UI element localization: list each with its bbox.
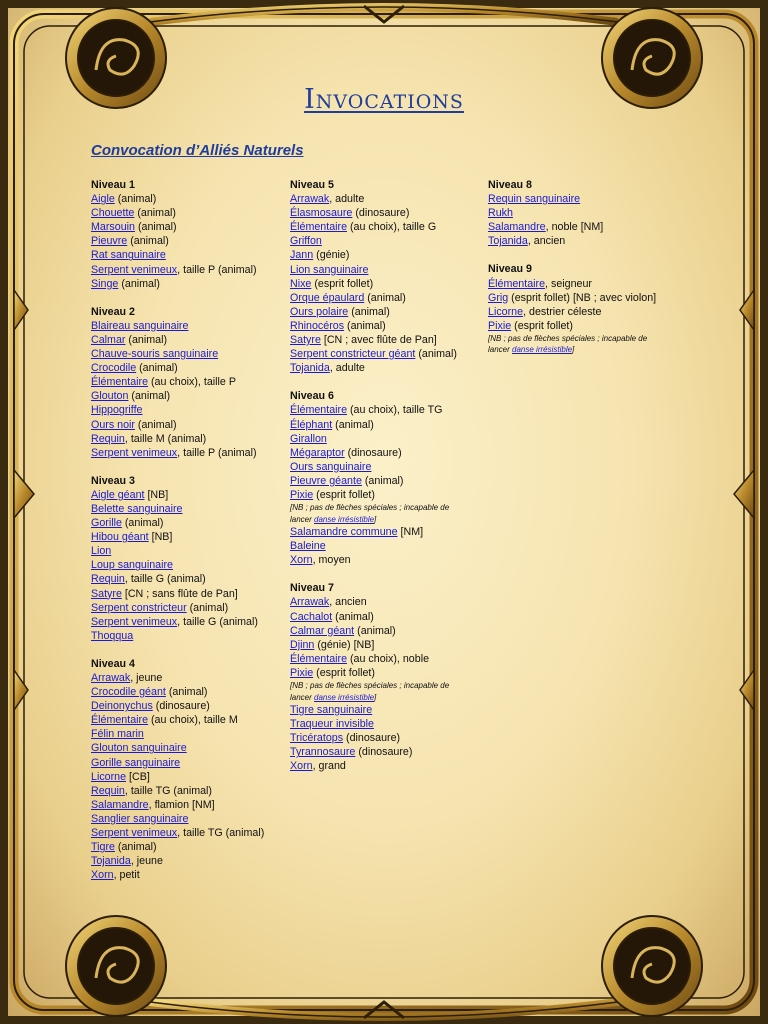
creature-entry — [290, 403, 457, 417]
note-prefix: lancer — [290, 692, 315, 702]
creature-link[interactable]: Blaireau sanguinaire — [91, 319, 189, 332]
creature-entry — [91, 741, 264, 755]
creature-entry — [290, 361, 457, 375]
creature-entry — [488, 319, 656, 333]
creature-entry — [91, 347, 264, 361]
creature-entry — [91, 502, 264, 516]
creature-entry — [91, 220, 264, 234]
creature-entry — [91, 671, 264, 685]
creature-entry — [290, 595, 457, 609]
creature-link[interactable]: Pieuvre — [91, 235, 128, 248]
creature-link[interactable]: Licorne — [488, 305, 524, 318]
column-1 — [91, 178, 264, 896]
creature-details: (animal) — [354, 624, 396, 637]
creature-entry — [290, 703, 457, 717]
creature-link[interactable]: Satyre — [91, 587, 122, 600]
creature-link[interactable]: Élémentaire — [91, 376, 149, 389]
creature-link[interactable]: Marsouin — [91, 221, 135, 234]
creature-link[interactable]: Pixie — [290, 666, 314, 679]
creature-details: (au choix), taille G — [347, 221, 437, 234]
creature-link[interactable]: Ours polaire — [290, 305, 349, 318]
note-prefix: lancer — [488, 345, 513, 355]
creature-details: (animal) — [165, 686, 208, 699]
level-block — [290, 581, 457, 773]
creature-entry — [91, 770, 264, 784]
level-block — [91, 474, 264, 643]
creature-link[interactable]: Licorne — [91, 770, 127, 783]
creature-details: (génie) [NB] — [314, 638, 375, 651]
creature-link[interactable]: Calmar géant — [290, 624, 355, 637]
creature-link[interactable]: Arrawak — [91, 672, 131, 684]
creature-details: (animal) — [134, 418, 177, 431]
creature-link[interactable]: Requin — [91, 784, 125, 797]
creature-entry — [488, 192, 656, 206]
creature-details: (animal) — [364, 291, 406, 304]
creature-link[interactable]: Grig — [488, 291, 509, 304]
creature-link[interactable]: Lion — [91, 545, 112, 558]
creature-entry — [290, 553, 457, 567]
creature-link[interactable]: Belette sanguinaire — [91, 502, 183, 515]
creature-details: , jeune — [130, 855, 163, 868]
creature-details: , petit — [113, 869, 140, 882]
creature-link[interactable]: Pixie — [488, 319, 512, 332]
creature-entry — [91, 840, 264, 854]
creature-link[interactable]: Baleine — [290, 540, 326, 553]
creature-entry — [488, 305, 656, 319]
creature-entry — [488, 291, 656, 305]
creature-entry — [91, 615, 264, 629]
creature-entry — [290, 525, 457, 539]
note-line: [NB ; pas de flèches spéciales ; incapable de — [488, 333, 648, 343]
creature-link[interactable]: Salamandre commune — [290, 526, 398, 539]
creature-details: (animal) — [114, 841, 157, 854]
creature-details: (esprit follet) — [311, 277, 374, 290]
note-line: [NB ; pas de flèches spéciales ; incapable de — [290, 681, 450, 690]
creature-entry — [91, 601, 264, 615]
creature-entry — [290, 248, 457, 262]
creature-link[interactable]: Jann — [290, 249, 314, 262]
creature-link[interactable]: Chauve-souris sanguinaire — [91, 348, 219, 361]
creature-entry — [91, 784, 264, 798]
creature-link[interactable]: Djinn — [290, 638, 315, 651]
level-title: Niveau 2 — [91, 305, 135, 318]
creature-details: (au choix), taille P — [148, 376, 236, 389]
creature-link[interactable]: Glouton sanguinaire — [91, 742, 187, 755]
creature-link[interactable]: Tyrannosaure — [290, 746, 356, 759]
creature-details: (dinosaure) — [352, 207, 410, 220]
level-title: Niveau 9 — [488, 263, 532, 276]
creature-link[interactable]: Pieuvre géante — [290, 474, 362, 487]
creature-details: , adulte — [329, 362, 365, 375]
creature-details: (esprit follet) — [511, 319, 573, 332]
creature-entry — [91, 389, 264, 403]
creature-entry — [91, 812, 264, 826]
creature-details: (animal) — [344, 319, 386, 332]
creature-link[interactable]: Arrawak — [290, 193, 330, 206]
level-title: Niveau 1 — [91, 179, 135, 191]
creature-entry — [91, 868, 264, 882]
creature-entry — [91, 234, 264, 248]
creature-entry — [290, 446, 457, 460]
creature-link[interactable]: Serpent constricteur — [91, 601, 187, 614]
creature-entry — [290, 333, 457, 347]
creature-details: (génie) — [313, 249, 350, 262]
creature-entry — [290, 488, 457, 502]
creature-details: (dinosaure) — [343, 732, 401, 745]
creature-entry — [91, 685, 264, 699]
creature-link[interactable]: Serpent venimeux — [91, 615, 178, 628]
creature-entry — [91, 544, 264, 558]
spell-link[interactable]: danse irrésistible — [314, 692, 375, 702]
creature-details: [NB] — [148, 531, 173, 544]
creature-entry — [290, 717, 457, 731]
level-title: Niveau 8 — [488, 179, 532, 191]
creature-link[interactable]: Tricératops — [290, 732, 344, 745]
creature-link[interactable]: Élémentaire — [91, 714, 149, 727]
level-title: Niveau 6 — [290, 390, 334, 403]
creature-link[interactable]: Calmar — [91, 333, 126, 346]
creature-link[interactable]: Traqueur invisible — [290, 718, 374, 731]
creature-link[interactable]: Élémentaire — [488, 277, 546, 290]
creature-link[interactable]: Nixe — [290, 277, 312, 290]
creature-details: (dinosaure) — [355, 746, 413, 759]
creature-link[interactable]: Aigle — [91, 193, 115, 206]
creature-link[interactable]: Ours sanguinaire — [290, 460, 372, 473]
creature-details: , taille TG (animal) — [124, 784, 212, 797]
creature-link[interactable]: Requin — [91, 432, 125, 445]
creature-details: (esprit follet) — [313, 488, 375, 501]
creature-entry — [290, 418, 457, 432]
creature-entry — [91, 192, 264, 206]
creature-details: (animal) — [332, 418, 374, 431]
note-line — [290, 692, 457, 704]
creature-link[interactable]: Serpent venimeux — [91, 263, 178, 276]
creature-details: , taille M (animal) — [124, 432, 207, 445]
page-title: Invocations — [304, 84, 464, 115]
creature-entry — [290, 539, 457, 553]
creature-entry — [91, 587, 264, 601]
creature-entry — [91, 418, 264, 432]
creature-entry — [488, 220, 656, 234]
creature-link[interactable]: Salamandre — [488, 221, 546, 234]
creature-link[interactable]: Mégaraptor — [290, 446, 345, 459]
creature-link[interactable]: Sanglier sanguinaire — [91, 812, 189, 825]
creature-entry — [488, 277, 656, 291]
creature-link[interactable]: Crocodile — [91, 362, 137, 375]
creature-entry — [91, 488, 264, 502]
creature-details: (animal) — [118, 277, 160, 290]
creature-entry — [91, 319, 264, 333]
creature-details: (animal) — [127, 235, 169, 248]
creature-entry — [91, 206, 264, 220]
note-line — [488, 344, 656, 356]
creature-details: , taille G (animal) — [177, 615, 258, 628]
creature-details: , taille P (animal) — [177, 446, 257, 459]
creature-link[interactable]: Xorn — [290, 760, 313, 773]
creature-details: , grand — [312, 760, 346, 773]
creature-link[interactable]: Serpent constricteur géant — [290, 348, 416, 361]
creature-link[interactable]: Élémentaire — [290, 652, 348, 665]
creature-details: , ancien — [527, 235, 566, 248]
creature-entry — [488, 206, 656, 220]
creature-details: , adulte — [329, 193, 365, 206]
creature-link[interactable]: Rat sanguinaire — [91, 249, 166, 262]
creature-entry — [290, 319, 457, 333]
creature-entry — [91, 375, 264, 389]
creature-details: (animal) — [348, 305, 390, 318]
creature-link[interactable]: Tigre sanguinaire — [290, 704, 373, 716]
creature-link[interactable]: Serpent venimeux — [91, 827, 178, 840]
creature-link[interactable]: Singe — [91, 277, 119, 290]
creature-details: , flamion [NM] — [148, 798, 215, 811]
creature-details: , moyen — [312, 554, 351, 567]
note-text — [290, 502, 457, 525]
creature-entry — [91, 727, 264, 741]
creature-link[interactable]: Gorille sanguinaire — [91, 756, 181, 769]
creature-details: , ancien — [329, 596, 367, 609]
creature-entry — [290, 305, 457, 319]
creature-details: (animal) — [121, 517, 164, 530]
column-2 — [290, 178, 457, 787]
note-line — [290, 514, 457, 526]
note-suffix: ] — [572, 345, 575, 355]
creature-entry — [290, 474, 457, 488]
creature-details: [NM] — [397, 526, 424, 539]
creature-details: , taille TG (animal) — [177, 827, 265, 840]
spell-link[interactable]: danse irrésistible — [512, 345, 573, 355]
creature-entry — [91, 530, 264, 544]
creature-details: (animal) — [332, 610, 374, 623]
creature-link[interactable]: Loup sanguinaire — [91, 559, 174, 572]
creature-details: (animal) — [136, 362, 178, 375]
creature-entry — [91, 333, 264, 347]
level-block — [488, 178, 656, 248]
level-block — [488, 262, 656, 355]
creature-link[interactable]: Crocodile géant — [91, 686, 166, 699]
creature-entry — [91, 516, 264, 530]
creature-link[interactable]: Rhinocéros — [290, 319, 345, 332]
creature-link[interactable]: Tojanida — [488, 235, 528, 248]
creature-link[interactable]: Gorille — [91, 517, 122, 530]
creature-details: (animal) — [114, 193, 157, 206]
section-subtitle: Convocation d’Alliés Naturels — [91, 142, 304, 159]
note-prefix: lancer — [290, 514, 315, 524]
note-text — [290, 680, 457, 703]
creature-link[interactable]: Salamandre — [91, 798, 149, 811]
level-block — [290, 389, 457, 567]
level-block — [91, 305, 264, 460]
creature-details: , noble [NM] — [545, 221, 604, 234]
note-text — [488, 333, 656, 356]
creature-entry — [290, 220, 457, 234]
creature-link[interactable]: Satyre — [290, 334, 321, 347]
level-title: Niveau 5 — [290, 179, 334, 191]
level-block — [91, 657, 264, 883]
level-title: Niveau 4 — [91, 657, 135, 670]
creature-entry — [290, 192, 457, 206]
creature-details: (animal) — [361, 474, 404, 487]
creature-entry — [91, 432, 264, 446]
creature-details: [CN ; sans flûte de Pan] — [121, 587, 238, 600]
creature-entry — [290, 759, 457, 773]
creature-details: (animal) — [134, 207, 176, 220]
creature-entry — [91, 854, 264, 868]
creature-entry — [290, 731, 457, 745]
creature-entry — [488, 234, 656, 248]
creature-details: (dinosaure) — [344, 446, 402, 459]
creature-link[interactable]: Glouton — [91, 390, 129, 403]
level-block — [91, 178, 264, 291]
creature-link[interactable]: Tigre — [91, 841, 115, 854]
creature-details: , destrier céleste — [523, 305, 602, 318]
creature-entry — [290, 291, 457, 305]
creature-details: [NB] — [144, 488, 169, 501]
level-title: Niveau 7 — [290, 582, 334, 595]
creature-entry — [290, 432, 457, 446]
creature-entry — [290, 460, 457, 474]
creature-link[interactable]: Girallon — [290, 432, 327, 445]
creature-entry — [290, 666, 457, 680]
creature-entry — [91, 446, 264, 460]
creature-details: (dinosaure) — [152, 700, 210, 713]
creature-link[interactable]: Ours noir — [91, 418, 135, 431]
creature-entry — [290, 638, 457, 652]
creature-details: , taille P (animal) — [177, 263, 257, 276]
level-block — [290, 178, 457, 375]
creature-link[interactable]: Deinonychus — [91, 700, 153, 713]
creature-entry — [91, 558, 264, 572]
creature-details: (esprit follet) [NB ; avec violon] — [508, 291, 657, 304]
creature-entry — [290, 206, 457, 220]
creature-details: (au choix), taille TG — [347, 404, 443, 417]
creature-details: , seigneur — [545, 277, 592, 290]
creature-link[interactable]: Xorn — [290, 554, 313, 567]
creature-link[interactable]: Élémentaire — [290, 404, 348, 417]
creature-link[interactable]: Élémentaire — [290, 221, 348, 234]
creature-details: (animal) — [128, 390, 171, 403]
creature-link[interactable]: Thoqqua — [91, 629, 134, 642]
creature-entry — [91, 629, 264, 643]
creature-details: (esprit follet) — [313, 666, 375, 679]
creature-details: (animal) — [134, 221, 177, 234]
creature-link[interactable]: Pixie — [290, 488, 314, 501]
creature-link[interactable]: Tojanida — [290, 362, 330, 375]
creature-entry — [91, 361, 264, 375]
creature-entry — [290, 624, 457, 638]
creature-link[interactable]: Arrawak — [290, 596, 330, 609]
creature-link[interactable]: Chouette — [91, 207, 135, 220]
creature-entry — [91, 699, 264, 713]
creature-link[interactable]: Félin marin — [91, 728, 144, 741]
creature-details: (animal) — [125, 333, 168, 346]
creature-details: , jeune — [130, 672, 163, 684]
creature-link[interactable]: Aigle géant — [91, 488, 145, 501]
creature-link[interactable]: Rukh — [488, 207, 513, 220]
note-suffix: ] — [374, 514, 377, 524]
creature-details: (animal) — [186, 601, 229, 614]
creature-link[interactable]: Lion sanguinaire — [290, 263, 369, 276]
creature-entry — [290, 347, 457, 361]
creature-entry — [91, 713, 264, 727]
creature-entry — [290, 745, 457, 759]
creature-entry — [290, 610, 457, 624]
creature-entry — [290, 652, 457, 666]
creature-link[interactable]: Griffon — [290, 235, 322, 248]
creature-link[interactable]: Tojanida — [91, 855, 131, 868]
creature-link[interactable]: Requin sanguinaire — [488, 193, 581, 206]
creature-entry — [290, 234, 457, 248]
creature-entry — [91, 403, 264, 417]
creature-entry — [91, 263, 264, 277]
creature-link[interactable]: Requin — [91, 573, 125, 586]
spell-link[interactable]: danse irrésistible — [314, 514, 375, 524]
creature-entry — [91, 572, 264, 586]
creature-link[interactable]: Éléphant — [290, 418, 333, 431]
creature-details: [CB] — [126, 770, 150, 783]
creature-entry — [91, 826, 264, 840]
creature-entry — [91, 277, 264, 291]
creature-link[interactable]: Xorn — [91, 869, 114, 882]
creature-link[interactable]: Cachalot — [290, 610, 333, 623]
creature-entry — [91, 248, 264, 262]
creature-entry — [290, 277, 457, 291]
creature-details: , taille G (animal) — [124, 573, 206, 586]
note-line: [NB ; pas de flèches spéciales ; incapable de — [290, 503, 450, 513]
creature-entry — [91, 756, 264, 770]
creature-link[interactable]: Élasmosaure — [290, 207, 353, 220]
creature-details: (au choix), noble — [347, 652, 430, 665]
column-3 — [488, 178, 656, 370]
creature-entry — [91, 798, 264, 812]
level-title: Niveau 3 — [91, 474, 135, 487]
creature-entry — [290, 263, 457, 277]
creature-details: [CN ; avec flûte de Pan] — [320, 334, 437, 347]
creature-link[interactable]: Hippogriffe — [91, 404, 143, 417]
creature-link[interactable]: Orque épaulard — [290, 291, 365, 304]
creature-details: (animal) — [415, 348, 457, 361]
note-suffix: ] — [374, 692, 377, 702]
creature-details: (au choix), taille M — [148, 714, 238, 727]
creature-link[interactable]: Hibou géant — [91, 531, 149, 544]
creature-link[interactable]: Serpent venimeux — [91, 446, 178, 459]
